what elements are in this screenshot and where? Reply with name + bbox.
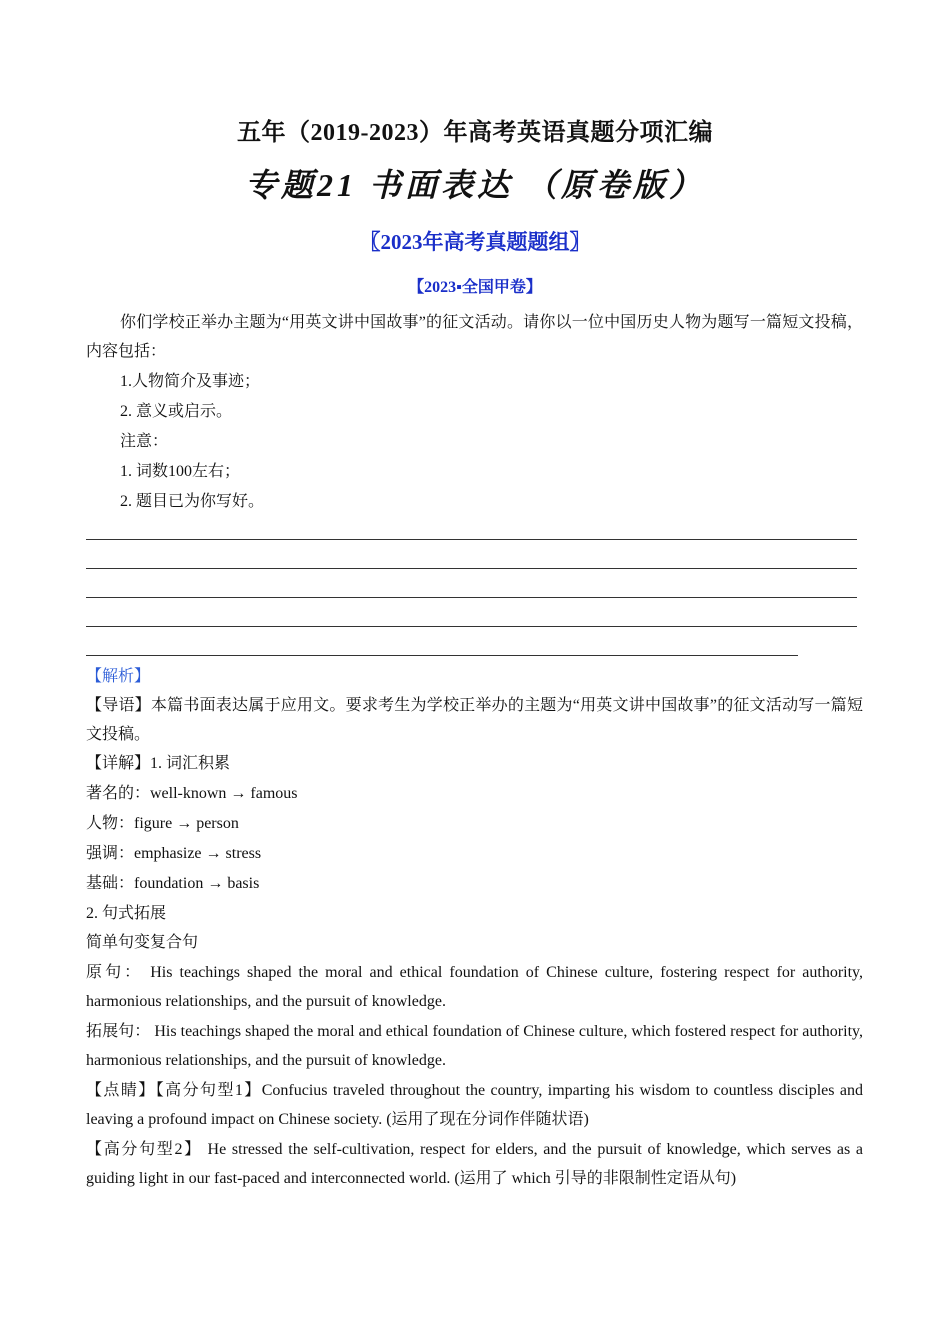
vocab-item: 著名的：well-known → famous xyxy=(86,785,298,802)
answer-line xyxy=(86,539,857,540)
vocab-item: 强调：emphasize → stress xyxy=(86,845,262,862)
note-item-1: 1. 词数100左右； xyxy=(120,463,241,480)
simple-to-complex: 简单句变复合句 xyxy=(86,934,199,951)
main-title: 五年（2019-2023）年高考英语真题分项汇编 xyxy=(237,120,713,146)
answer-line xyxy=(86,568,857,569)
prompt-item-1: 1.人物简介及事迹； xyxy=(120,373,261,390)
note-label: 注意： xyxy=(120,433,169,450)
sentence-heading: 2. 句式拓展 xyxy=(86,905,167,922)
vocab-item: 人物：figure → person xyxy=(86,815,239,832)
prompt-intro: 你们学校正举办主题为“用英文讲中国故事”的征文活动。请你以一位中国历史人物为题写一篇短文投稿，内容包括： xyxy=(86,314,863,360)
original-sentence: 原句： His teachings shaped the moral and ethical foundation of Chinese culture, fostering respect for authority, harmonious relationships, and the pursuit of knowledge. xyxy=(86,964,863,1010)
prompt-item-2: 2. 意义或启示。 xyxy=(120,403,233,420)
vocab-item: 基础：foundation → basis xyxy=(86,875,260,892)
detail-heading: 【详解】1. 词汇积累 xyxy=(86,755,231,772)
analysis-label: 【解析】 xyxy=(86,668,151,685)
highlight-sentence-2: 【高分句型2】 He stressed the self-cultivation, respect for elders, and the pursuit of knowledge, which serves as a guiding light in our fast-paced and interconnected world. (运用了 which 引导的非限制性定语从句) xyxy=(86,1141,863,1187)
prompt-section xyxy=(86,308,863,516)
exam-label: 【2023▪全国甲卷】 xyxy=(408,279,542,296)
group-title: 〖2023年高考真题题组〗 xyxy=(359,230,591,254)
highlight-sentence-1: 【点睛】【高分句型1】Confucius traveled throughout the country, imparting his wisdom to countless disciples and leaving a profound impact on Chinese society. (运用了现在分词作伴随状语) xyxy=(86,1082,863,1128)
answer-line xyxy=(86,597,857,598)
note-item-2: 2. 题目已为你写好。 xyxy=(120,493,265,510)
topic-title: 专题21 书面表达 （原卷版） xyxy=(244,167,705,203)
analysis-section xyxy=(86,662,863,1193)
expanded-sentence: 拓展句： His teachings shaped the moral and ethical foundation of Chinese culture, which fostered respect for authority, harmonious relationships, and the pursuit of knowledge. xyxy=(86,1023,863,1069)
guide-text: 【导语】本篇书面表达属于应用文。要求考生为学校正举办的主题为“用英文讲中国故事”的征文活动写一篇短文投稿。 xyxy=(86,697,863,743)
answer-line xyxy=(86,655,798,656)
answer-line xyxy=(86,626,857,627)
